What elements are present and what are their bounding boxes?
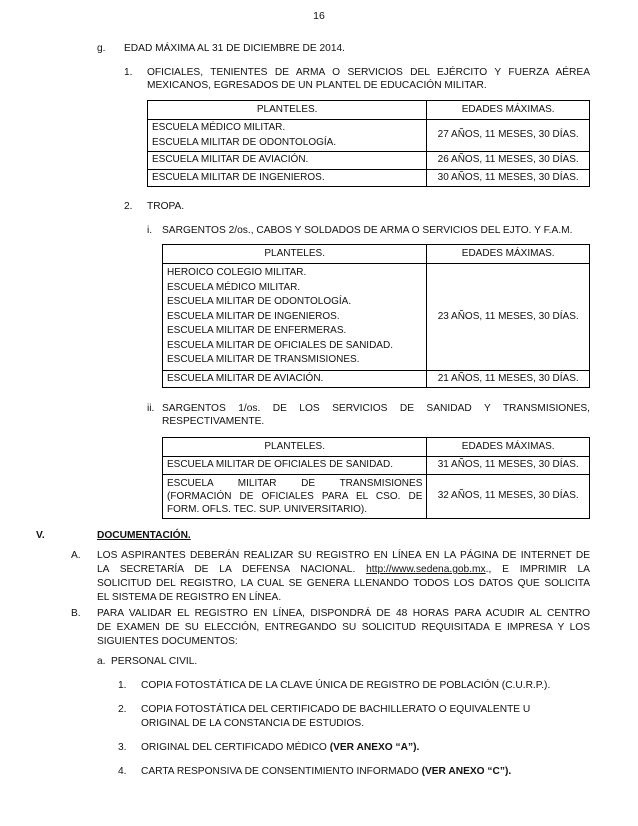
item-i-marker: i. — [147, 225, 153, 236]
item-a-line2-post: ., E IMPRIMIR LA — [485, 564, 590, 575]
sedena-link[interactable]: http://www.sedena.gob.mx — [366, 564, 486, 575]
plantel-name: ESCUELA MILITAR DE ODONTOLOGÍA. — [152, 136, 337, 148]
item-b-line1: PARA VALIDAR EL REGISTRO EN LÍNEA, DISPONDRÁ DE 48 HORAS PARA ACUDIR AL CENTRO — [97, 608, 590, 619]
item-b-line2: DE EXAMEN DE SU ELECCIÓN, ENTREGANDO SU SOLICITUD REQUISITADA E IMPRESA Y LOS — [97, 622, 590, 633]
doc-item-1-text: COPIA FOTOSTÁTICA DE LA CLAVE ÚNICA DE REGISTRO DE POBLACIÓN (C.U.R.P.). — [141, 680, 551, 691]
edad-maxima: 31 AÑOS, 11 MESES, 30 DÍAS. — [427, 457, 590, 475]
item-g-text: EDAD MÁXIMA AL 31 DE DICIEMBRE DE 2014. — [124, 43, 345, 54]
table-row — [163, 370, 590, 388]
table-row — [148, 169, 590, 187]
table-header-planteles: PLANTELES. — [148, 101, 427, 120]
item-a-line3: SOLICITUD DEL REGISTRO, LA CUAL SE GENERA LLENANDO TODOS LOS DATOS QUE SOLICITA — [97, 578, 590, 589]
item-2-text: TROPA. — [147, 201, 185, 212]
doc-item-4-marker: 4. — [118, 766, 127, 777]
item-a-marker: A. — [71, 550, 81, 561]
table-row — [148, 152, 590, 170]
edad-maxima: 21 AÑOS, 11 MESES, 30 DÍAS. — [427, 370, 590, 388]
plantel-name: ESCUELA MILITAR DE ODONTOLOGÍA. — [167, 296, 352, 307]
table-oficiales — [147, 100, 590, 187]
doc-item-2-line1: COPIA FOTOSTÁTICA DEL CERTIFICADO DE BACHILLERATO O EQUIVALENTE U — [141, 704, 531, 715]
table-header-edades: EDADES MÁXIMAS. — [427, 101, 590, 120]
plantel-name: ESCUELA MILITAR DE AVIACIÓN. — [163, 370, 427, 388]
plantel-name: ESCUELA MÉDICO MILITAR. — [167, 281, 301, 293]
table-row — [148, 120, 590, 152]
plantel-name: (FORMACIÓN DE OFICIALES PARA EL CSO. DE — [167, 490, 423, 502]
edad-maxima: 32 AÑOS, 11 MESES, 30 DÍAS. — [427, 474, 590, 518]
item-a-line2 — [97, 564, 590, 575]
anexo-a-ref: (VER ANEXO “A”). — [329, 742, 420, 753]
table-sargentos — [162, 437, 590, 519]
item-ii-line2: RESPECTIVAMENTE. — [162, 416, 265, 427]
item-ii-line1: SARGENTOS 1/os. DE LOS SERVICIOS DE SANIDAD Y TRANSMISIONES, — [162, 403, 590, 414]
doc-item-4-plain: CARTA RESPONSIVA DE CONSENTIMIENTO INFORMADO — [141, 766, 422, 777]
edad-maxima: 23 AÑOS, 11 MESES, 30 DÍAS. — [427, 264, 590, 371]
item-1-line1: OFICIALES, TENIENTES DE ARMA O SERVICIOS DEL EJÉRCITO Y FUERZA AÉREA — [147, 67, 590, 78]
table-header-planteles: PLANTELES. — [163, 245, 427, 264]
doc-item-3-marker: 3. — [118, 742, 127, 753]
item-b-line3: SIGUIENTES DOCUMENTOS: — [97, 636, 238, 647]
doc-item-2-line2: ORIGINAL DE LA CONSTANCIA DE ESTUDIOS. — [141, 718, 365, 729]
item-ii-marker: ii. — [147, 403, 155, 414]
plantel-name: FORM. OFLS. TEC. SUP. UNIVERSITARIO). — [167, 503, 368, 515]
plantel-name: ESCUELA MÉDICO MILITAR. — [152, 122, 286, 133]
plantel-name: ESCUELA MILITAR DE INGENIEROS. — [148, 169, 427, 187]
item-b-a-marker: a. — [97, 656, 106, 667]
edad-maxima: 27 AÑOS, 11 MESES, 30 DÍAS. — [427, 120, 590, 152]
item-1-line2: MEXICANOS, EGRESADOS DE UN PLANTEL DE EDUCACIÓN MILITAR. — [147, 80, 487, 91]
item-a-line2-pre: LA SECRETARÍA DE LA DEFENSA NACIONAL. — [97, 564, 356, 575]
table-row — [163, 457, 590, 475]
section-v-title: DOCUMENTACIÓN. — [97, 530, 191, 541]
doc-item-1-marker: 1. — [118, 680, 127, 691]
doc-item-3-text — [141, 742, 419, 753]
anexo-c-ref: (VER ANEXO “C”). — [421, 766, 512, 777]
plantel-name: ESCUELA MILITAR DE AVIACIÓN. — [148, 152, 427, 170]
doc-item-3-plain: ORIGINAL DEL CERTIFICADO MÉDICO — [141, 742, 330, 753]
plantel-name: HEROICO COLEGIO MILITAR. — [167, 267, 307, 278]
table-tropa — [162, 244, 590, 388]
item-b-marker: B. — [71, 608, 81, 619]
table-header-planteles: PLANTELES. — [163, 438, 427, 457]
item-a-line4: EL SISTEMA DE REGISTRO EN LÍNEA. — [97, 592, 282, 603]
doc-item-2-marker: 2. — [118, 704, 127, 715]
item-2-marker: 2. — [124, 201, 133, 212]
edad-maxima: 26 AÑOS, 11 MESES, 30 DÍAS. — [427, 152, 590, 170]
item-b-a-text: PERSONAL CIVIL. — [111, 656, 198, 667]
plantel-name: ESCUELA MILITAR DE OFICIALES DE SANIDAD. — [167, 339, 393, 351]
plantel-name: ESCUELA MILITAR DE INGENIEROS. — [167, 310, 340, 322]
table-row — [163, 264, 590, 371]
doc-item-4-text — [141, 766, 511, 777]
item-a-line1: LOS ASPIRANTES DEBERÁN REALIZAR SU REGISTRO EN LÍNEA EN LA PÁGINA DE INTERNET DE — [97, 550, 590, 561]
item-1-marker: 1. — [124, 67, 133, 78]
item-g-marker: g. — [97, 43, 106, 54]
table-row — [163, 474, 590, 518]
edad-maxima: 30 AÑOS, 11 MESES, 30 DÍAS. — [427, 169, 590, 187]
plantel-name: ESCUELA MILITAR DE TRANSMISIONES. — [167, 354, 360, 365]
plantel-name: ESCUELA MILITAR DE TRANSMISIONES — [167, 477, 423, 489]
page-number: 16 — [313, 10, 325, 22]
item-i-text: SARGENTOS 2/os., CABOS Y SOLDADOS DE ARMA O SERVICIOS DEL EJTO. Y F.A.M. — [162, 225, 573, 236]
plantel-name: ESCUELA MILITAR DE OFICIALES DE SANIDAD. — [163, 457, 427, 475]
plantel-name: ESCUELA MILITAR DE ENFERMERAS. — [167, 325, 347, 336]
table-header-edades: EDADES MÁXIMAS. — [427, 438, 590, 457]
table-header-edades: EDADES MÁXIMAS. — [427, 245, 590, 264]
section-v-marker: V. — [36, 530, 45, 541]
